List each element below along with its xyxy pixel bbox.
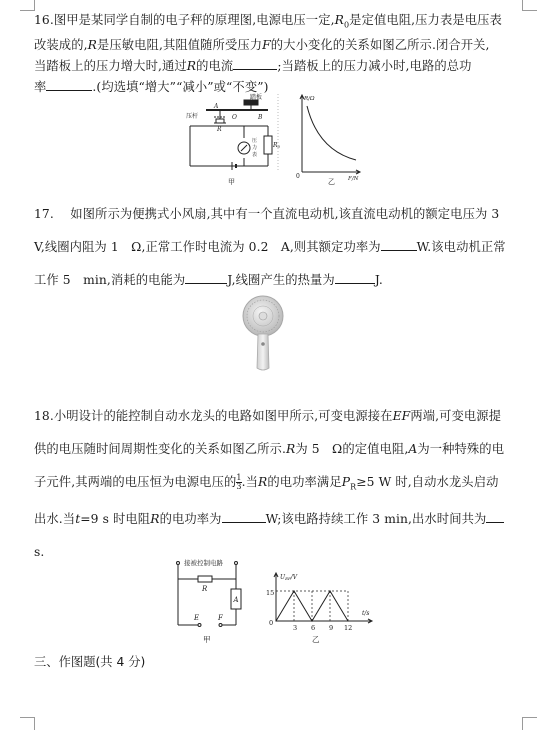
q18-line-4: 出水.当t=9 s 时电阻R的电功率为 W;该电路持续工作 3 min,出水时间共为 [34, 503, 524, 536]
q18-figure [168, 555, 378, 647]
answer-blank[interactable] [335, 271, 375, 284]
corner-mark-bottom-left [20, 717, 35, 730]
graph-origin: 0 [296, 173, 300, 180]
r-decreasing-curve [307, 106, 356, 160]
q17-line-2: V,线圈内阻为 1 Ω,正常工作时电流为 0.2 A,则其额定功率为 W.该电动机正常 [34, 240, 506, 254]
answer-blank[interactable] [381, 238, 417, 251]
q18-line-2: 供的电压随时间周期性变化的关系如图乙所示.R为 5 Ω的定值电阻,A为一种特殊的电 [34, 442, 505, 456]
label-yi: 乙 [328, 178, 335, 186]
q16-line-2: 改装成的,R是压敏电阻,其阻值随所受压力F的大小变化的关系如图乙所示.闭合开关, [34, 38, 490, 53]
graph-y-label: R/Ω [304, 96, 315, 102]
fraction-one-third: $\frac{1}{3}$ [236, 473, 242, 491]
label-F: F [218, 614, 223, 622]
data-point [293, 590, 294, 591]
graph-x-tick-3: 3 [293, 624, 298, 632]
resistor-R [198, 576, 212, 582]
circuit-diagram-jia [190, 94, 278, 172]
label-controlled-circuit: 接被控制电路 [184, 559, 223, 567]
section-3-heading: 三、作图题(共 4 分) [34, 655, 146, 669]
answer-blank[interactable] [185, 271, 227, 284]
q16-line-4: 率 .(均选填“增大”“减小”或“不变”) [34, 80, 269, 95]
graph-x-tick-6: 6 [311, 624, 316, 632]
label-pressure-meter-3: 表 [252, 152, 258, 158]
q18-line-5: s. [34, 545, 45, 560]
corner-mark-top-right [522, 0, 537, 11]
graph-origin: 0 [269, 619, 274, 627]
label-R: R [202, 585, 208, 593]
graph-x-tick-12: 12 [344, 624, 353, 632]
label-yagan: 压杆 [186, 113, 199, 120]
label-jia: 甲 [228, 178, 235, 186]
answer-blank[interactable] [233, 57, 277, 70]
label-A: A [214, 103, 219, 110]
q18-line-1: 18.小明设计的能控制自动水龙头的电路如图甲所示,可变电源接在EF两端,可变电源提 [34, 409, 502, 423]
data-point [329, 590, 330, 591]
q16-line-3: 当踏板上的压力增大时,通过R的电流 ;当踏板上的压力减小时,电路的总功 [34, 59, 472, 74]
answer-blank[interactable] [486, 510, 504, 523]
label-A: A [233, 596, 239, 604]
answer-blank[interactable] [46, 78, 92, 91]
data-point [347, 620, 348, 621]
graph-y-label: UEF/V [280, 574, 298, 581]
label-pressure-meter-1: 压 [252, 138, 258, 144]
label-E: E [194, 614, 200, 622]
question-18 [34, 400, 524, 569]
label-R: R [217, 126, 222, 133]
data-point [311, 620, 312, 621]
label-O: O [232, 114, 237, 121]
label-jia: 甲 [203, 635, 211, 644]
graph-x-label: t/s [362, 610, 370, 617]
graph-y-tick-15: 15 [266, 589, 275, 597]
fan-hub [259, 312, 267, 320]
label-yi: 乙 [312, 635, 320, 644]
corner-mark-top-left [20, 0, 35, 11]
label-pressure-meter-2: 力 [252, 145, 258, 151]
r-vs-f-graph [300, 95, 360, 174]
label-R0: R0 [273, 142, 281, 149]
label-B: B [258, 114, 263, 121]
graph-x-tick-9: 9 [329, 624, 334, 632]
q17-line-3: 工作 5 min,消耗的电能为 J,线圈产生的热量为 J. [34, 273, 383, 287]
fan-button [261, 342, 265, 346]
data-point [275, 620, 276, 621]
q16-line-1: 16.图甲是某同学自制的电子秤的原理图,电源电压一定$,R_0$是定值电阻,压力表是电压表 [34, 13, 502, 30]
answer-blank[interactable] [222, 510, 266, 523]
circuit-diagram-jia [177, 562, 242, 627]
fan-handle [257, 334, 269, 370]
portable-fan-image [238, 294, 288, 372]
label-tapan: 踏板 [250, 94, 263, 101]
question-17 [34, 198, 524, 297]
graph-x-label: F/N [348, 176, 359, 182]
corner-mark-bottom-right [522, 717, 537, 730]
q18-line-3: 子元件,其两端的电压恒为电源电压的 $\frac{1}{3}$ .当R的电功率满足$P_R\ge 5$ W 时,自动水龙头启动 [34, 473, 499, 492]
q17-line-1: 17. 如图所示为便携式小风扇,其中有一个直流电动机,该直流电动机的额定电压为 3 [34, 207, 500, 221]
q16-figure [184, 92, 374, 188]
question-16 [34, 10, 524, 98]
